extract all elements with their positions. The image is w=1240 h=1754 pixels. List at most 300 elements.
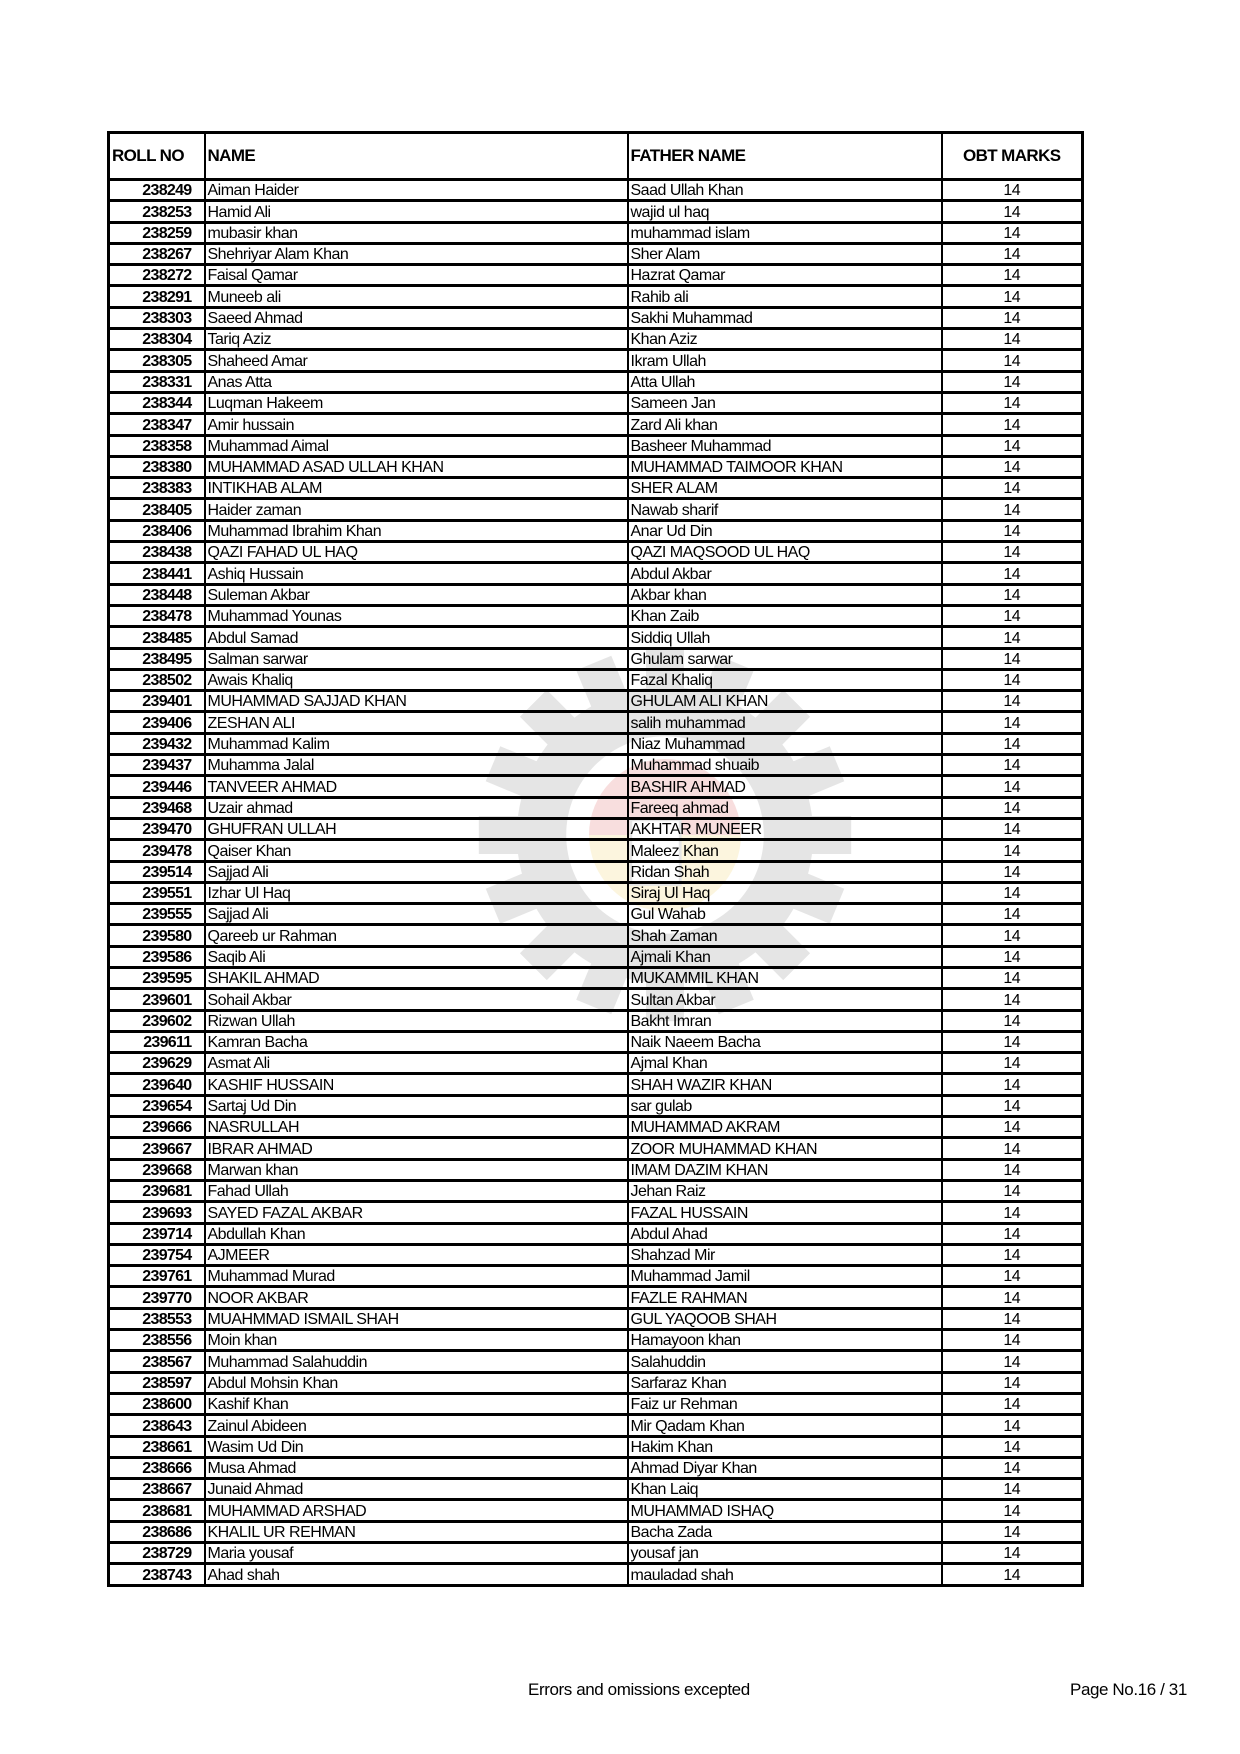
table-row (109, 840, 1083, 861)
name-cell: GHUFRAN ULLAH (205, 818, 628, 839)
table-row (109, 286, 1083, 307)
table-row (109, 1372, 1083, 1393)
roll-no-cell: 239611 (109, 1031, 205, 1052)
obt-marks-cell: 14 (942, 967, 1083, 988)
roll-no-cell: 239654 (109, 1095, 205, 1116)
roll-no-cell: 239446 (109, 776, 205, 797)
name-cell: Awais Khaliq (205, 669, 628, 690)
obt-marks-cell: 14 (942, 840, 1083, 861)
obt-marks-cell: 14 (942, 1543, 1083, 1564)
obt-marks-cell: 14 (942, 1308, 1083, 1329)
father-name-cell: Ridan Shah (628, 861, 942, 882)
father-name-cell: QAZI MAQSOOD UL HAQ (628, 542, 942, 563)
roll-no-cell: 239551 (109, 882, 205, 903)
table-row (109, 435, 1083, 456)
obt-marks-cell: 14 (942, 733, 1083, 754)
name-cell: Musa Ahmad (205, 1457, 628, 1478)
roll-no-cell: 238686 (109, 1521, 205, 1542)
column-header-father-name: FATHER NAME (628, 133, 942, 180)
obt-marks-cell: 14 (942, 946, 1083, 967)
roll-no-cell: 239406 (109, 712, 205, 733)
father-name-cell: Mir Qadam Khan (628, 1415, 942, 1436)
obt-marks-cell: 14 (942, 1202, 1083, 1223)
column-header-name: NAME (205, 133, 628, 180)
father-name-cell: Fazal Khaliq (628, 669, 942, 690)
name-cell: ZESHAN ALI (205, 712, 628, 733)
father-name-cell: Faiz ur Rehman (628, 1393, 942, 1414)
roll-no-cell: 239714 (109, 1223, 205, 1244)
obt-marks-cell: 14 (942, 776, 1083, 797)
name-cell: Hamid Ali (205, 201, 628, 222)
obt-marks-cell: 14 (942, 478, 1083, 499)
table-row (109, 669, 1083, 690)
roll-no-cell: 238502 (109, 669, 205, 690)
table-row (109, 904, 1083, 925)
obt-marks-cell: 14 (942, 818, 1083, 839)
name-cell: AJMEER (205, 1244, 628, 1265)
name-cell: Muhammad Aimal (205, 435, 628, 456)
name-cell: Muneeb ali (205, 286, 628, 307)
name-cell: Fahad Ullah (205, 1180, 628, 1201)
father-name-cell: Hazrat Qamar (628, 265, 942, 286)
father-name-cell: FAZLE RAHMAN (628, 1287, 942, 1308)
name-cell: MUAHMMAD ISMAIL SHAH (205, 1308, 628, 1329)
father-name-cell: Bakht Imran (628, 1010, 942, 1031)
table-row (109, 797, 1083, 818)
roll-no-cell: 239437 (109, 755, 205, 776)
roll-no-cell: 238729 (109, 1543, 205, 1564)
father-name-cell: GHULAM ALI KHAN (628, 691, 942, 712)
name-cell: Muhamma Jalal (205, 755, 628, 776)
father-name-cell: Khan Zaib (628, 605, 942, 626)
table-row (109, 1244, 1083, 1265)
father-name-cell: Fareeq ahmad (628, 797, 942, 818)
table-row (109, 925, 1083, 946)
table-row (109, 605, 1083, 626)
father-name-cell: Khan Laiq (628, 1479, 942, 1500)
name-cell: NASRULLAH (205, 1117, 628, 1138)
name-cell: Muhammad Kalim (205, 733, 628, 754)
obt-marks-cell: 14 (942, 1138, 1083, 1159)
column-header-roll-no: ROLL NO (109, 133, 205, 180)
name-cell: Aiman Haider (205, 180, 628, 201)
roll-no-cell: 238344 (109, 392, 205, 413)
roll-no-cell: 238553 (109, 1308, 205, 1329)
table-row (109, 1479, 1083, 1500)
name-cell: SAYED FAZAL AKBAR (205, 1202, 628, 1223)
name-cell: Ahad shah (205, 1564, 628, 1585)
table-row (109, 329, 1083, 350)
name-cell: Abdul Samad (205, 627, 628, 648)
obt-marks-cell: 14 (942, 456, 1083, 477)
father-name-cell: Siddiq Ullah (628, 627, 942, 648)
name-cell: Muhammad Ibrahim Khan (205, 520, 628, 541)
name-cell: MUHAMMAD ASAD ULLAH KHAN (205, 456, 628, 477)
name-cell: mubasir khan (205, 222, 628, 243)
roll-no-cell: 238597 (109, 1372, 205, 1393)
roll-no-cell: 238643 (109, 1415, 205, 1436)
roll-no-cell: 239761 (109, 1266, 205, 1287)
roll-no-cell: 238661 (109, 1436, 205, 1457)
table-row (109, 946, 1083, 967)
table-row (109, 733, 1083, 754)
father-name-cell: Shahzad Mir (628, 1244, 942, 1265)
roll-no-cell: 238305 (109, 350, 205, 371)
obt-marks-cell: 14 (942, 882, 1083, 903)
name-cell: Saqib Ali (205, 946, 628, 967)
father-name-cell: Ghulam sarwar (628, 648, 942, 669)
roll-no-cell: 238291 (109, 286, 205, 307)
roll-no-cell: 238681 (109, 1500, 205, 1521)
obt-marks-cell: 14 (942, 1010, 1083, 1031)
roll-no-cell: 238253 (109, 201, 205, 222)
obt-marks-cell: 14 (942, 1266, 1083, 1287)
roll-no-cell: 238438 (109, 542, 205, 563)
name-cell: MUHAMMAD SAJJAD KHAN (205, 691, 628, 712)
father-name-cell: Naik Naeem Bacha (628, 1031, 942, 1052)
table-row (109, 1564, 1083, 1585)
table-header-row (109, 133, 1083, 180)
obt-marks-cell: 14 (942, 414, 1083, 435)
table-row (109, 350, 1083, 371)
father-name-cell: Gul Wahab (628, 904, 942, 925)
table-row (109, 1159, 1083, 1180)
name-cell: Qaiser Khan (205, 840, 628, 861)
obt-marks-cell: 14 (942, 691, 1083, 712)
name-cell: IBRAR AHMAD (205, 1138, 628, 1159)
obt-marks-cell: 14 (942, 222, 1083, 243)
obt-marks-cell: 14 (942, 1500, 1083, 1521)
table-row (109, 861, 1083, 882)
father-name-cell: Muhammad Jamil (628, 1266, 942, 1287)
name-cell: Zainul Abideen (205, 1415, 628, 1436)
name-cell: INTIKHAB ALAM (205, 478, 628, 499)
name-cell: Moin khan (205, 1330, 628, 1351)
obt-marks-cell: 14 (942, 755, 1083, 776)
name-cell: Shaheed Amar (205, 350, 628, 371)
roll-no-cell: 239667 (109, 1138, 205, 1159)
name-cell: KASHIF HUSSAIN (205, 1074, 628, 1095)
name-cell: Salman sarwar (205, 648, 628, 669)
roll-no-cell: 238267 (109, 243, 205, 264)
roll-no-cell: 239595 (109, 967, 205, 988)
table-row (109, 1095, 1083, 1116)
father-name-cell: SHER ALAM (628, 478, 942, 499)
roll-no-cell: 238485 (109, 627, 205, 648)
table-row (109, 222, 1083, 243)
obt-marks-cell: 14 (942, 1287, 1083, 1308)
roll-no-cell: 238249 (109, 180, 205, 201)
father-name-cell: sar gulab (628, 1095, 942, 1116)
roll-no-cell: 238406 (109, 520, 205, 541)
name-cell: KHALIL UR REHMAN (205, 1521, 628, 1542)
name-cell: Maria yousaf (205, 1543, 628, 1564)
table-row (109, 243, 1083, 264)
obt-marks-cell: 14 (942, 542, 1083, 563)
table-row (109, 201, 1083, 222)
table-row (109, 627, 1083, 648)
obt-marks-cell: 14 (942, 243, 1083, 264)
father-name-cell: Zard Ali khan (628, 414, 942, 435)
name-cell: Abdullah Khan (205, 1223, 628, 1244)
name-cell: Ashiq Hussain (205, 563, 628, 584)
father-name-cell: Muhammad shuaib (628, 755, 942, 776)
roll-no-cell: 238441 (109, 563, 205, 584)
father-name-cell: Sultan Akbar (628, 989, 942, 1010)
father-name-cell: MUHAMMAD ISHAQ (628, 1500, 942, 1521)
table-row (109, 1415, 1083, 1436)
table-row (109, 542, 1083, 563)
name-cell: Sartaj Ud Din (205, 1095, 628, 1116)
table-row (109, 1053, 1083, 1074)
father-name-cell: Niaz Muhammad (628, 733, 942, 754)
table-row (109, 1223, 1083, 1244)
table-row (109, 1393, 1083, 1414)
table-row (109, 1500, 1083, 1521)
roll-no-cell: 238304 (109, 329, 205, 350)
table-row (109, 1330, 1083, 1351)
obt-marks-cell: 14 (942, 1180, 1083, 1201)
roll-no-cell: 239555 (109, 904, 205, 925)
father-name-cell: Siraj Ul Haq (628, 882, 942, 903)
roll-no-cell: 238358 (109, 435, 205, 456)
obt-marks-cell: 14 (942, 1521, 1083, 1542)
name-cell: Kamran Bacha (205, 1031, 628, 1052)
table-row (109, 499, 1083, 520)
roll-no-cell: 239770 (109, 1287, 205, 1308)
obt-marks-cell: 14 (942, 201, 1083, 222)
father-name-cell: Hamayoon khan (628, 1330, 942, 1351)
roll-no-cell: 238303 (109, 307, 205, 328)
father-name-cell: Rahib ali (628, 286, 942, 307)
father-name-cell: Khan Aziz (628, 329, 942, 350)
obt-marks-cell: 14 (942, 265, 1083, 286)
roll-no-cell: 238743 (109, 1564, 205, 1585)
father-name-cell: Akbar khan (628, 584, 942, 605)
obt-marks-cell: 14 (942, 627, 1083, 648)
father-name-cell: Hakim Khan (628, 1436, 942, 1457)
father-name-cell: Sakhi Muhammad (628, 307, 942, 328)
roll-no-cell: 238405 (109, 499, 205, 520)
roll-no-cell: 238567 (109, 1351, 205, 1372)
table-row (109, 371, 1083, 392)
roll-no-cell: 238383 (109, 478, 205, 499)
roll-no-cell: 238331 (109, 371, 205, 392)
name-cell: Muhammad Younas (205, 605, 628, 626)
name-cell: Tariq Aziz (205, 329, 628, 350)
obt-marks-cell: 14 (942, 1053, 1083, 1074)
table-row (109, 1074, 1083, 1095)
roll-no-cell: 239478 (109, 840, 205, 861)
father-name-cell: Basheer Muhammad (628, 435, 942, 456)
table-row (109, 520, 1083, 541)
obt-marks-cell: 14 (942, 1564, 1083, 1585)
roll-no-cell: 239470 (109, 818, 205, 839)
obt-marks-cell: 14 (942, 1244, 1083, 1265)
father-name-cell: MUKAMMIL KHAN (628, 967, 942, 988)
table-row (109, 414, 1083, 435)
name-cell: Wasim Ud Din (205, 1436, 628, 1457)
roll-no-cell: 238448 (109, 584, 205, 605)
table-row (109, 967, 1083, 988)
table-row (109, 180, 1083, 201)
table-row (109, 1010, 1083, 1031)
table-row (109, 1202, 1083, 1223)
father-name-cell: FAZAL HUSSAIN (628, 1202, 942, 1223)
name-cell: Saeed Ahmad (205, 307, 628, 328)
table-row (109, 478, 1083, 499)
father-name-cell: yousaf jan (628, 1543, 942, 1564)
father-name-cell: Saad Ullah Khan (628, 180, 942, 201)
table-row (109, 1180, 1083, 1201)
table-row (109, 882, 1083, 903)
father-name-cell: Sameen Jan (628, 392, 942, 413)
father-name-cell: Jehan Raiz (628, 1180, 942, 1201)
table-row (109, 1543, 1083, 1564)
name-cell: Marwan khan (205, 1159, 628, 1180)
roll-no-cell: 238556 (109, 1330, 205, 1351)
roll-no-cell: 238272 (109, 265, 205, 286)
obt-marks-cell: 14 (942, 1117, 1083, 1138)
father-name-cell: Nawab sharif (628, 499, 942, 520)
roll-no-cell: 239514 (109, 861, 205, 882)
obt-marks-cell: 14 (942, 1479, 1083, 1500)
name-cell: Haider zaman (205, 499, 628, 520)
roll-no-cell: 239602 (109, 1010, 205, 1031)
roll-no-cell: 238600 (109, 1393, 205, 1414)
obt-marks-cell: 14 (942, 1223, 1083, 1244)
obt-marks-cell: 14 (942, 307, 1083, 328)
obt-marks-cell: 14 (942, 286, 1083, 307)
obt-marks-cell: 14 (942, 904, 1083, 925)
roll-no-cell: 239681 (109, 1180, 205, 1201)
obt-marks-cell: 14 (942, 989, 1083, 1010)
name-cell: NOOR AKBAR (205, 1287, 628, 1308)
name-cell: Qareeb ur Rahman (205, 925, 628, 946)
obt-marks-cell: 14 (942, 1415, 1083, 1436)
page-number: Page No.16 / 31 (1070, 1680, 1187, 1699)
name-cell: Sajjad Ali (205, 861, 628, 882)
table-row (109, 1308, 1083, 1329)
father-name-cell: MUHAMMAD AKRAM (628, 1117, 942, 1138)
name-cell: Luqman Hakeem (205, 392, 628, 413)
table-row (109, 648, 1083, 669)
table-row (109, 584, 1083, 605)
table-row (109, 1031, 1083, 1052)
father-name-cell: muhammad islam (628, 222, 942, 243)
father-name-cell: Abdul Ahad (628, 1223, 942, 1244)
obt-marks-cell: 14 (942, 584, 1083, 605)
name-cell: MUHAMMAD ARSHAD (205, 1500, 628, 1521)
table-row (109, 712, 1083, 733)
obt-marks-cell: 14 (942, 350, 1083, 371)
roll-no-cell: 238667 (109, 1479, 205, 1500)
roll-no-cell: 239754 (109, 1244, 205, 1265)
father-name-cell: Sarfaraz Khan (628, 1372, 942, 1393)
obt-marks-cell: 14 (942, 712, 1083, 733)
name-cell: Amir hussain (205, 414, 628, 435)
obt-marks-cell: 14 (942, 861, 1083, 882)
father-name-cell: wajid ul haq (628, 201, 942, 222)
table-row (109, 1117, 1083, 1138)
obt-marks-cell: 14 (942, 925, 1083, 946)
name-cell: SHAKIL AHMAD (205, 967, 628, 988)
column-header-obt-marks: OBT MARKS (942, 133, 1083, 180)
name-cell: Shehriyar Alam Khan (205, 243, 628, 264)
table-row (109, 456, 1083, 477)
father-name-cell: Ajmali Khan (628, 946, 942, 967)
roll-no-cell: 239432 (109, 733, 205, 754)
table-row (109, 1266, 1083, 1287)
father-name-cell: ZOOR MUHAMMAD KHAN (628, 1138, 942, 1159)
roll-no-cell: 238347 (109, 414, 205, 435)
name-cell: Kashif Khan (205, 1393, 628, 1414)
table-row (109, 818, 1083, 839)
table-row (109, 563, 1083, 584)
father-name-cell: Atta Ullah (628, 371, 942, 392)
name-cell: TANVEER AHMAD (205, 776, 628, 797)
obt-marks-cell: 14 (942, 797, 1083, 818)
roll-no-cell: 239693 (109, 1202, 205, 1223)
obt-marks-cell: 14 (942, 1457, 1083, 1478)
table-row (109, 307, 1083, 328)
roll-no-cell: 238666 (109, 1457, 205, 1478)
table-row (109, 392, 1083, 413)
name-cell: QAZI FAHAD UL HAQ (205, 542, 628, 563)
name-cell: Faisal Qamar (205, 265, 628, 286)
father-name-cell: SHAH WAZIR KHAN (628, 1074, 942, 1095)
roll-no-cell: 239601 (109, 989, 205, 1010)
obt-marks-cell: 14 (942, 563, 1083, 584)
father-name-cell: Ahmad Diyar Khan (628, 1457, 942, 1478)
name-cell: Anas Atta (205, 371, 628, 392)
footer-disclaimer: Errors and omissions excepted (528, 1680, 750, 1699)
obt-marks-cell: 14 (942, 499, 1083, 520)
table-row (109, 265, 1083, 286)
father-name-cell: Anar Ud Din (628, 520, 942, 541)
obt-marks-cell: 14 (942, 1095, 1083, 1116)
obt-marks-cell: 14 (942, 329, 1083, 350)
obt-marks-cell: 14 (942, 1436, 1083, 1457)
roll-no-cell: 239629 (109, 1053, 205, 1074)
father-name-cell: BASHIR AHMAD (628, 776, 942, 797)
roll-no-cell: 238495 (109, 648, 205, 669)
obt-marks-cell: 14 (942, 605, 1083, 626)
roll-no-cell: 239580 (109, 925, 205, 946)
roll-no-cell: 238259 (109, 222, 205, 243)
father-name-cell: Abdul Akbar (628, 563, 942, 584)
roll-no-cell: 239401 (109, 691, 205, 712)
obt-marks-cell: 14 (942, 180, 1083, 201)
obt-marks-cell: 14 (942, 669, 1083, 690)
father-name-cell: IMAM DAZIM KHAN (628, 1159, 942, 1180)
roll-no-cell: 239468 (109, 797, 205, 818)
name-cell: Rizwan Ullah (205, 1010, 628, 1031)
roll-no-cell: 239668 (109, 1159, 205, 1180)
obt-marks-cell: 14 (942, 1330, 1083, 1351)
obt-marks-cell: 14 (942, 392, 1083, 413)
father-name-cell: MUHAMMAD TAIMOOR KHAN (628, 456, 942, 477)
obt-marks-cell: 14 (942, 1031, 1083, 1052)
roll-no-cell: 239586 (109, 946, 205, 967)
name-cell: Izhar Ul Haq (205, 882, 628, 903)
name-cell: Suleman Akbar (205, 584, 628, 605)
name-cell: Uzair ahmad (205, 797, 628, 818)
father-name-cell: Sher Alam (628, 243, 942, 264)
father-name-cell: Shah Zaman (628, 925, 942, 946)
obt-marks-cell: 14 (942, 520, 1083, 541)
obt-marks-cell: 14 (942, 1351, 1083, 1372)
